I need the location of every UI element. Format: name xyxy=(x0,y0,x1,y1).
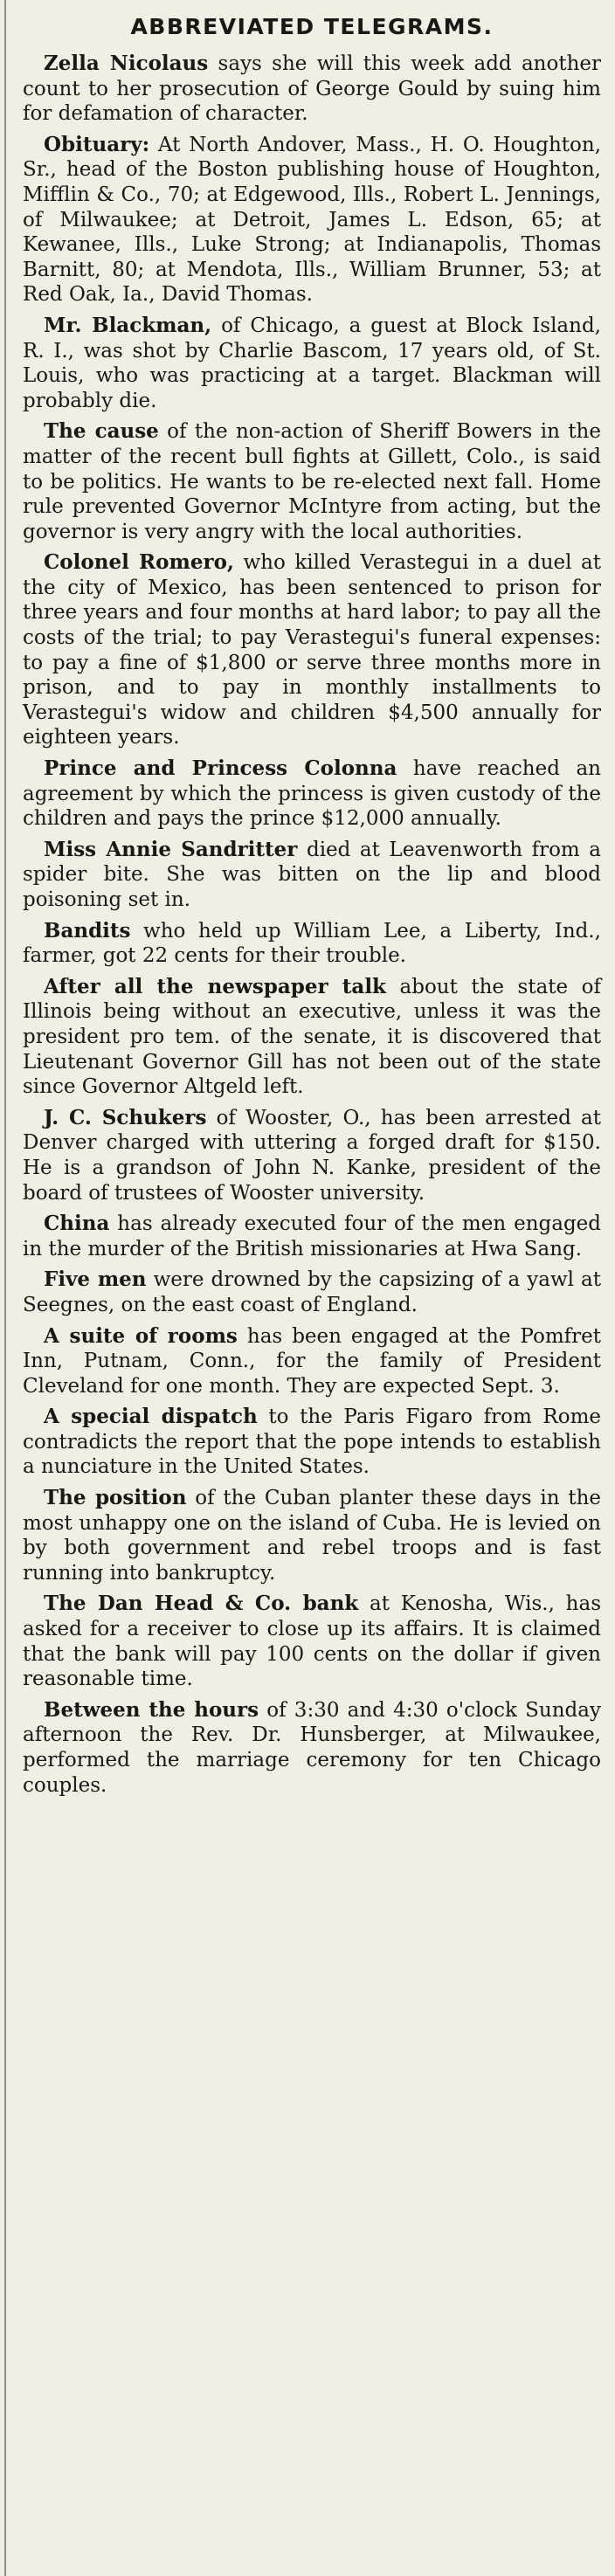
telegram-lead: Between the hours xyxy=(44,1697,259,1722)
headline: ABBREVIATED TELEGRAMS. xyxy=(130,14,494,39)
telegram-lead: After all the newspaper talk xyxy=(44,974,386,998)
telegram-text: of the Cuban planter these days in the most unhappy one on the island of Cuba. He is levied on by both government and rebel troops and is fast running into bankruptcy. xyxy=(23,1487,601,1585)
telegram-item xyxy=(23,1106,601,1205)
telegram-item xyxy=(23,314,601,413)
telegram-item xyxy=(23,133,601,307)
telegram-text: says she will this week add another count to her prosecution of George Gould by suing him for defamation of character. xyxy=(23,52,601,126)
telegram-item xyxy=(23,1324,601,1399)
telegram-text: has already executed four of the men engaged in the murder of the British missionaries at Hwa Sang. xyxy=(23,1212,601,1260)
telegram-lead: China xyxy=(44,1212,110,1236)
telegram-text: who held up William Lee, a Liberty, Ind., farmer, got 22 cents for their trouble. xyxy=(23,919,601,968)
telegram-text: died at Leavenworth from a spider bite. She was bitten on the lip and blood poisoning set in. xyxy=(23,838,601,911)
telegram-text: of 3:30 and 4:30 o'clock Sunday afternoon the Rev. Dr. Hunsberger, at Milwaukee, performed the marriage ceremony for ten Chicago couples. xyxy=(23,1698,601,1797)
telegram-lead: Mr. Blackman, xyxy=(44,313,212,337)
telegram-lead: A special dispatch xyxy=(44,1405,258,1429)
telegram-text: about the state of Illinois being without an executive, unless it was the president pro tem. of the senate, it is discovered that Lieutenant Governor Gill has not been out of the state since Governor Altgeld left. xyxy=(23,975,601,1099)
telegram-lead: The cause xyxy=(44,419,159,444)
telegram-text: at Kenosha, Wis., has asked for a receiver to close up its affairs. It is claimed that the bank will pay 100 cents on the dollar if given reasonable time. xyxy=(23,1592,601,1691)
telegram-lead: Five men xyxy=(44,1267,147,1292)
telegram-text: of Wooster, O., has been arrested at Denver charged with uttering a forged draft for $150. He is a grandson of John N. Kanke, president of the board of trustees of Wooster university. xyxy=(23,1106,601,1205)
telegram-text: of the non-action of Sheriff Bowers in the matter of the recent bull fights at Gillett, Colo., is said to be politics. He wants to be re-elected next fall. Home rule prevented Governor McIntyre from acting, but the governor is very angry with the local authorities. xyxy=(23,420,601,543)
telegram-lead: Prince and Princess Colonna xyxy=(44,756,397,781)
telegram-item xyxy=(23,550,601,750)
telegram-item xyxy=(23,1267,601,1317)
telegram-lead: Miss Annie Sandritter xyxy=(44,837,298,861)
telegram-lead: Bandits xyxy=(44,918,131,943)
telegram-item xyxy=(23,975,601,1100)
telegram-item xyxy=(23,756,601,832)
telegram-text: At North Andover, Mass., H. O. Houghton, Sr., head of the Boston publishing house of Houghton, Mifflin & Co., 70; at Edgewood, Ills., Robert L. Jennings, of Milwaukee; at Detroit, James L. Edson, 65; at Kewanee, Ills., Luke Strong; at Indianapolis, Thomas Barnitt, 80; at Mendota, Ills., William Brunner, 53; at Red Oak, Ia., David Thomas. xyxy=(23,133,601,307)
telegram-item xyxy=(23,1592,601,1691)
column-divider xyxy=(4,0,6,2576)
telegram-lead: A suite of rooms xyxy=(44,1323,238,1348)
telegram-lead: Colonel Romero, xyxy=(44,550,234,575)
news-column xyxy=(23,7,601,1804)
telegram-lead: Obituary: xyxy=(44,132,150,156)
telegram-text: of Chicago, a guest at Block Island, R. I., was shot by Charlie Bascom, 17 years old, of St. Louis, who was practicing at a target. Blackman will probably die. xyxy=(23,314,601,412)
telegram-item xyxy=(23,1405,601,1480)
telegram-item xyxy=(23,419,601,544)
telegram-text: has been engaged at the Pomfret Inn, Putnam, Conn., for the family of President Cleveland for one month. They are expected Sept. 3. xyxy=(23,1324,601,1398)
telegram-item xyxy=(23,1486,601,1585)
telegram-text: were drowned by the capsizing of a yawl at Seegnes, on the east coast of England. xyxy=(23,1268,602,1316)
telegram-lead: J. C. Schukers xyxy=(44,1105,207,1129)
telegram-list xyxy=(23,52,601,1798)
telegram-item xyxy=(23,838,601,913)
telegram-lead: The position xyxy=(44,1486,187,1510)
telegram-lead: Zella Nicolaus xyxy=(44,52,209,75)
telegram-item xyxy=(23,1212,601,1261)
telegram-item xyxy=(23,919,601,969)
telegram-text: who killed Verastegui in a duel at the city of Mexico, has been sentenced to prison for three years and four months at hard labor; to pay all the costs of the trial; to pay Verastegui's funeral expenses: to pay a fine of $1,800 or serve three months more in prison, and to pay in monthly installments to Verastegui's widow and children $4,500 annually for eighteen years. xyxy=(23,551,601,749)
telegram-lead: The Dan Head & Co. bank xyxy=(44,1592,359,1616)
telegram-item xyxy=(23,52,601,127)
telegram-item xyxy=(23,1698,601,1798)
telegram-text: to the Paris Figaro from Rome contradicts the report that the pope intends to establish a nunciature in the United States. xyxy=(23,1405,601,1479)
telegram-text: have reached an agreement by which the princess is given custody of the children and pays the prince $12,000 annually. xyxy=(23,757,601,831)
